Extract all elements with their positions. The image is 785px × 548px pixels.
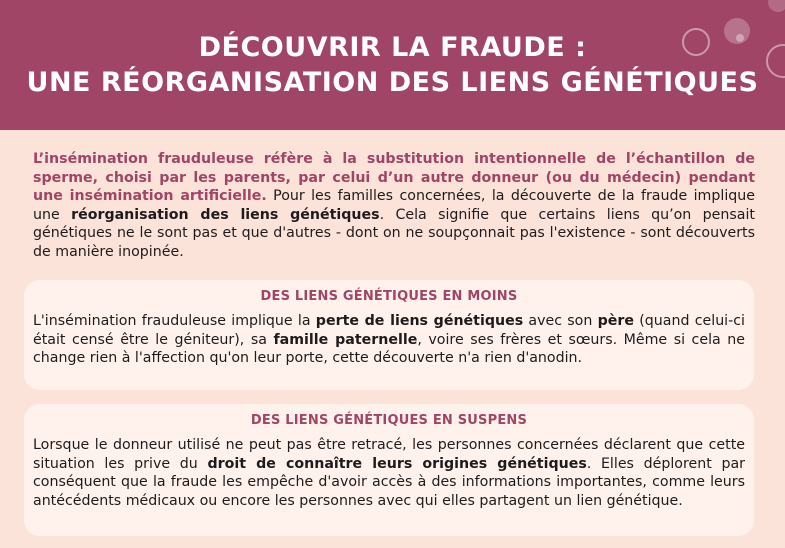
body-highlight: père bbox=[597, 313, 634, 329]
body-text: (quand celui-ci était censé être le géniteur), sa bbox=[33, 313, 745, 348]
body-text: , voire ses frères et sœurs. Même si cela ne change rien à l'affection qu'on leur porte, cette découverte n'a rien d'anodin. bbox=[33, 331, 745, 366]
intro-text: . Cela signifie que certains liens qu’on pensait génétiques ne le sont pas et que d'autres - dont on ne soupçonnait pas l'existence - sont découverts de manière inopinée. bbox=[33, 206, 755, 260]
body-text: avec son bbox=[523, 313, 598, 329]
body-text: L'insémination frauduleuse implique la bbox=[33, 313, 316, 329]
decorative-circle-icon bbox=[768, 0, 785, 12]
section-body bbox=[33, 436, 745, 510]
section-body bbox=[33, 312, 745, 368]
header-banner bbox=[0, 0, 785, 130]
intro-text: Pour les familles concernées, la découverte de la fraude implique une bbox=[33, 188, 755, 223]
intro-lead: L’insémination frauduleuse réfère à la substitution intentionnelle de l’échantillon de sperme, choisi par les parents, par celui d’un autre donneur (ou du médecin) pendant une insémination artificielle. bbox=[33, 151, 755, 204]
intro-paragraph bbox=[33, 150, 755, 261]
section-title: DES LIENS GÉNÉTIQUES EN MOINS bbox=[260, 289, 518, 304]
title-line-1: DÉCOUVRIR LA FRAUDE : bbox=[198, 32, 587, 63]
body-text: . Elles déplorent par conséquent que la fraude les empêche d'avoir accès à des informations importantes, comme leurs antécédents médicaux ou encore les personnes avec qui elles partagent un lien génétique. bbox=[33, 455, 745, 509]
body-highlight: droit de connaître leurs origines génétiques bbox=[207, 455, 587, 472]
body-text: Lorsque le donneur utilisé ne peut pas être retracé, les personnes concernées déclarent que cette situation les prive du bbox=[33, 437, 745, 472]
body-highlight: perte de liens génétiques bbox=[315, 313, 524, 329]
page-title bbox=[0, 30, 785, 100]
title-line-2: UNE RÉORGANISATION DES LIENS GÉNÉTIQUES bbox=[26, 67, 759, 98]
section-card-suspended-links bbox=[24, 404, 754, 536]
intro-highlight: réorganisation des liens génétiques bbox=[71, 206, 380, 223]
section-card-less-links bbox=[24, 280, 754, 390]
section-title: DES LIENS GÉNÉTIQUES EN SUSPENS bbox=[250, 413, 528, 428]
body-highlight: famille paternelle bbox=[273, 331, 418, 348]
